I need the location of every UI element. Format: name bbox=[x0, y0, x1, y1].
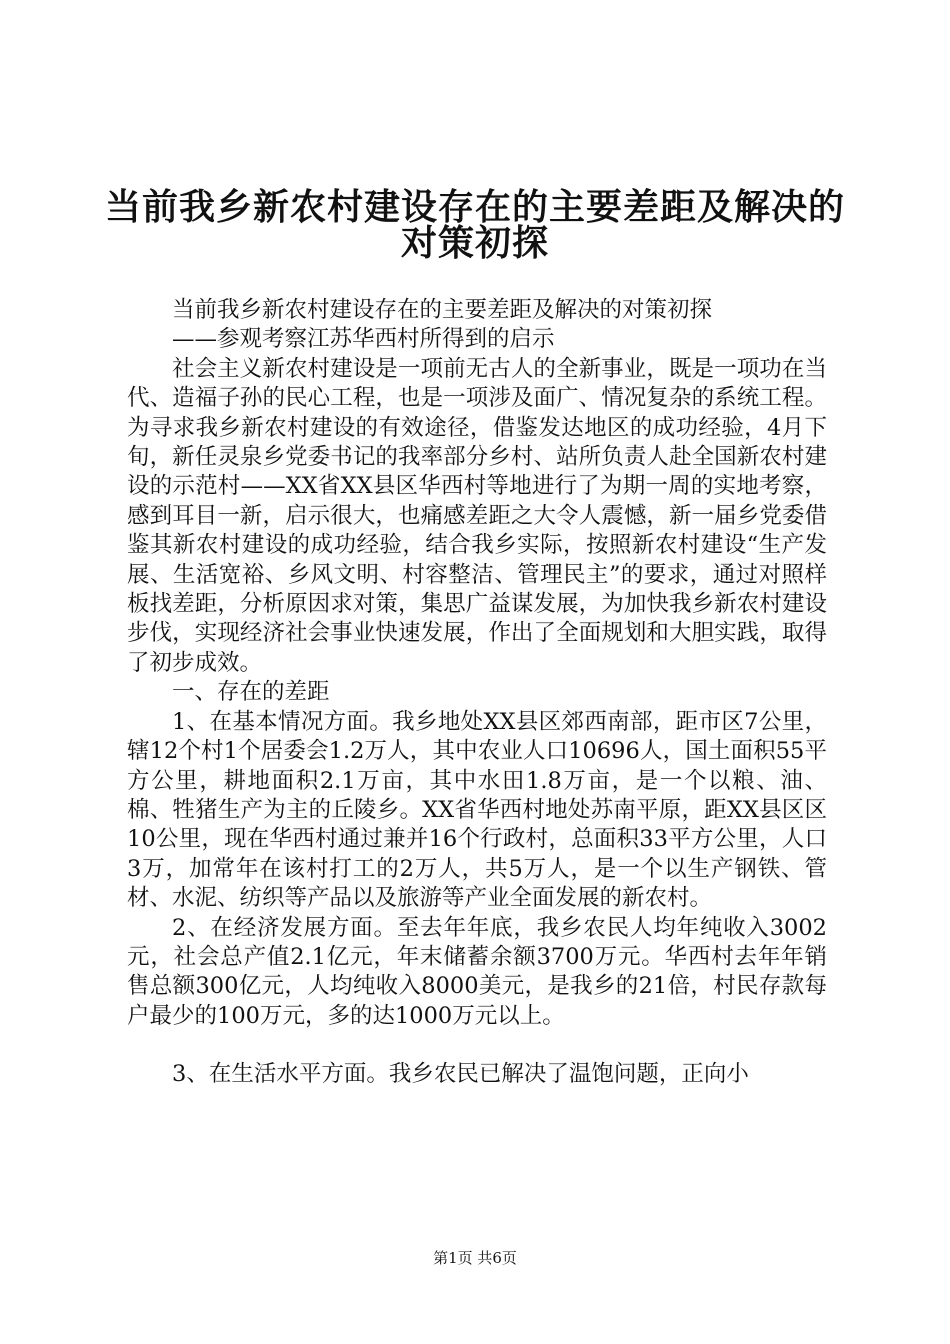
body-paragraph: 2、在经济发展方面。至去年年底，我乡农民人均年纯收入3002元，社会总产值2.1亿元，年末储蓄余额3700万元。华西村去年年销售总额300亿元，人均纯收入8000美元，是我乡的21倍，村民存款每户最少的100万元，多的达1000万元以上。 bbox=[127, 914, 827, 1029]
document-body bbox=[127, 296, 827, 1090]
document-title-line-2: 对策初探 bbox=[400, 223, 549, 264]
body-paragraph: 3、在生活水平方面。我乡农民已解决了温饱问题，正向小 bbox=[172, 1061, 749, 1088]
body-paragraph: 社会主义新农村建设是一项前无古人的全新事业，既是一项功在当代、造福子孙的民心工程，也是一项涉及面广、情况复杂的系统工程。为寻求我乡新农村建设的有效途径，借鉴发达地区的成功经验，4月下旬，新任灵泉乡党委书记的我率部分乡村、站所负责人赴全国新农村建设的示范村——XX省XX县区华西村等地进行了为期一周的实地考察，感到耳目一新，启示很大，也痛感差距之大令人震憾，新一届乡党委借鉴其新农村建设的成功经验，结合我乡实际，按照新农村建设“生产发展、生活宽裕、乡风文明、村容整洁、管理民主”的要求，通过对照样板找差距，分析原因求对策，集思广益谋发展，为加快我乡新农村建设步伐，实现经济社会事业快速发展，作出了全面规划和大胆实践，取得了初步成效。 bbox=[127, 355, 827, 676]
page-number-footer: 第1页 共6页 bbox=[433, 1249, 517, 1267]
subtitle-paragraph: ——参观考察江苏华西村所得到的启示 bbox=[172, 326, 555, 353]
subtitle-paragraph: 当前我乡新农村建设存在的主要差距及解决的对策初探 bbox=[172, 297, 713, 323]
document-title-line-1: 当前我乡新农村建设存在的主要差距及解决的 bbox=[104, 187, 845, 228]
section-heading: 一、存在的差距 bbox=[172, 679, 330, 706]
body-paragraph: 1、在基本情况方面。我乡地处XX县区郊西南部，距市区7公里，辖12个村1个居委会1.2万人，其中农业人口10696人，国土面积55平方公里，耕地面积2.1万亩，其中水田1.8万亩，是一个以粮、油、棉、牲猪生产为主的丘陵乡。XX省华西村地处苏南平原，距XX县区区10公里，现在华西村通过兼并16个行政村，总面积33平方公里，人口3万，加常年在该村打工的2万人，共5万人，是一个以生产钢铁、管材、水泥、纺织等产品以及旅游等产业全面发展的新农村。 bbox=[127, 708, 827, 912]
